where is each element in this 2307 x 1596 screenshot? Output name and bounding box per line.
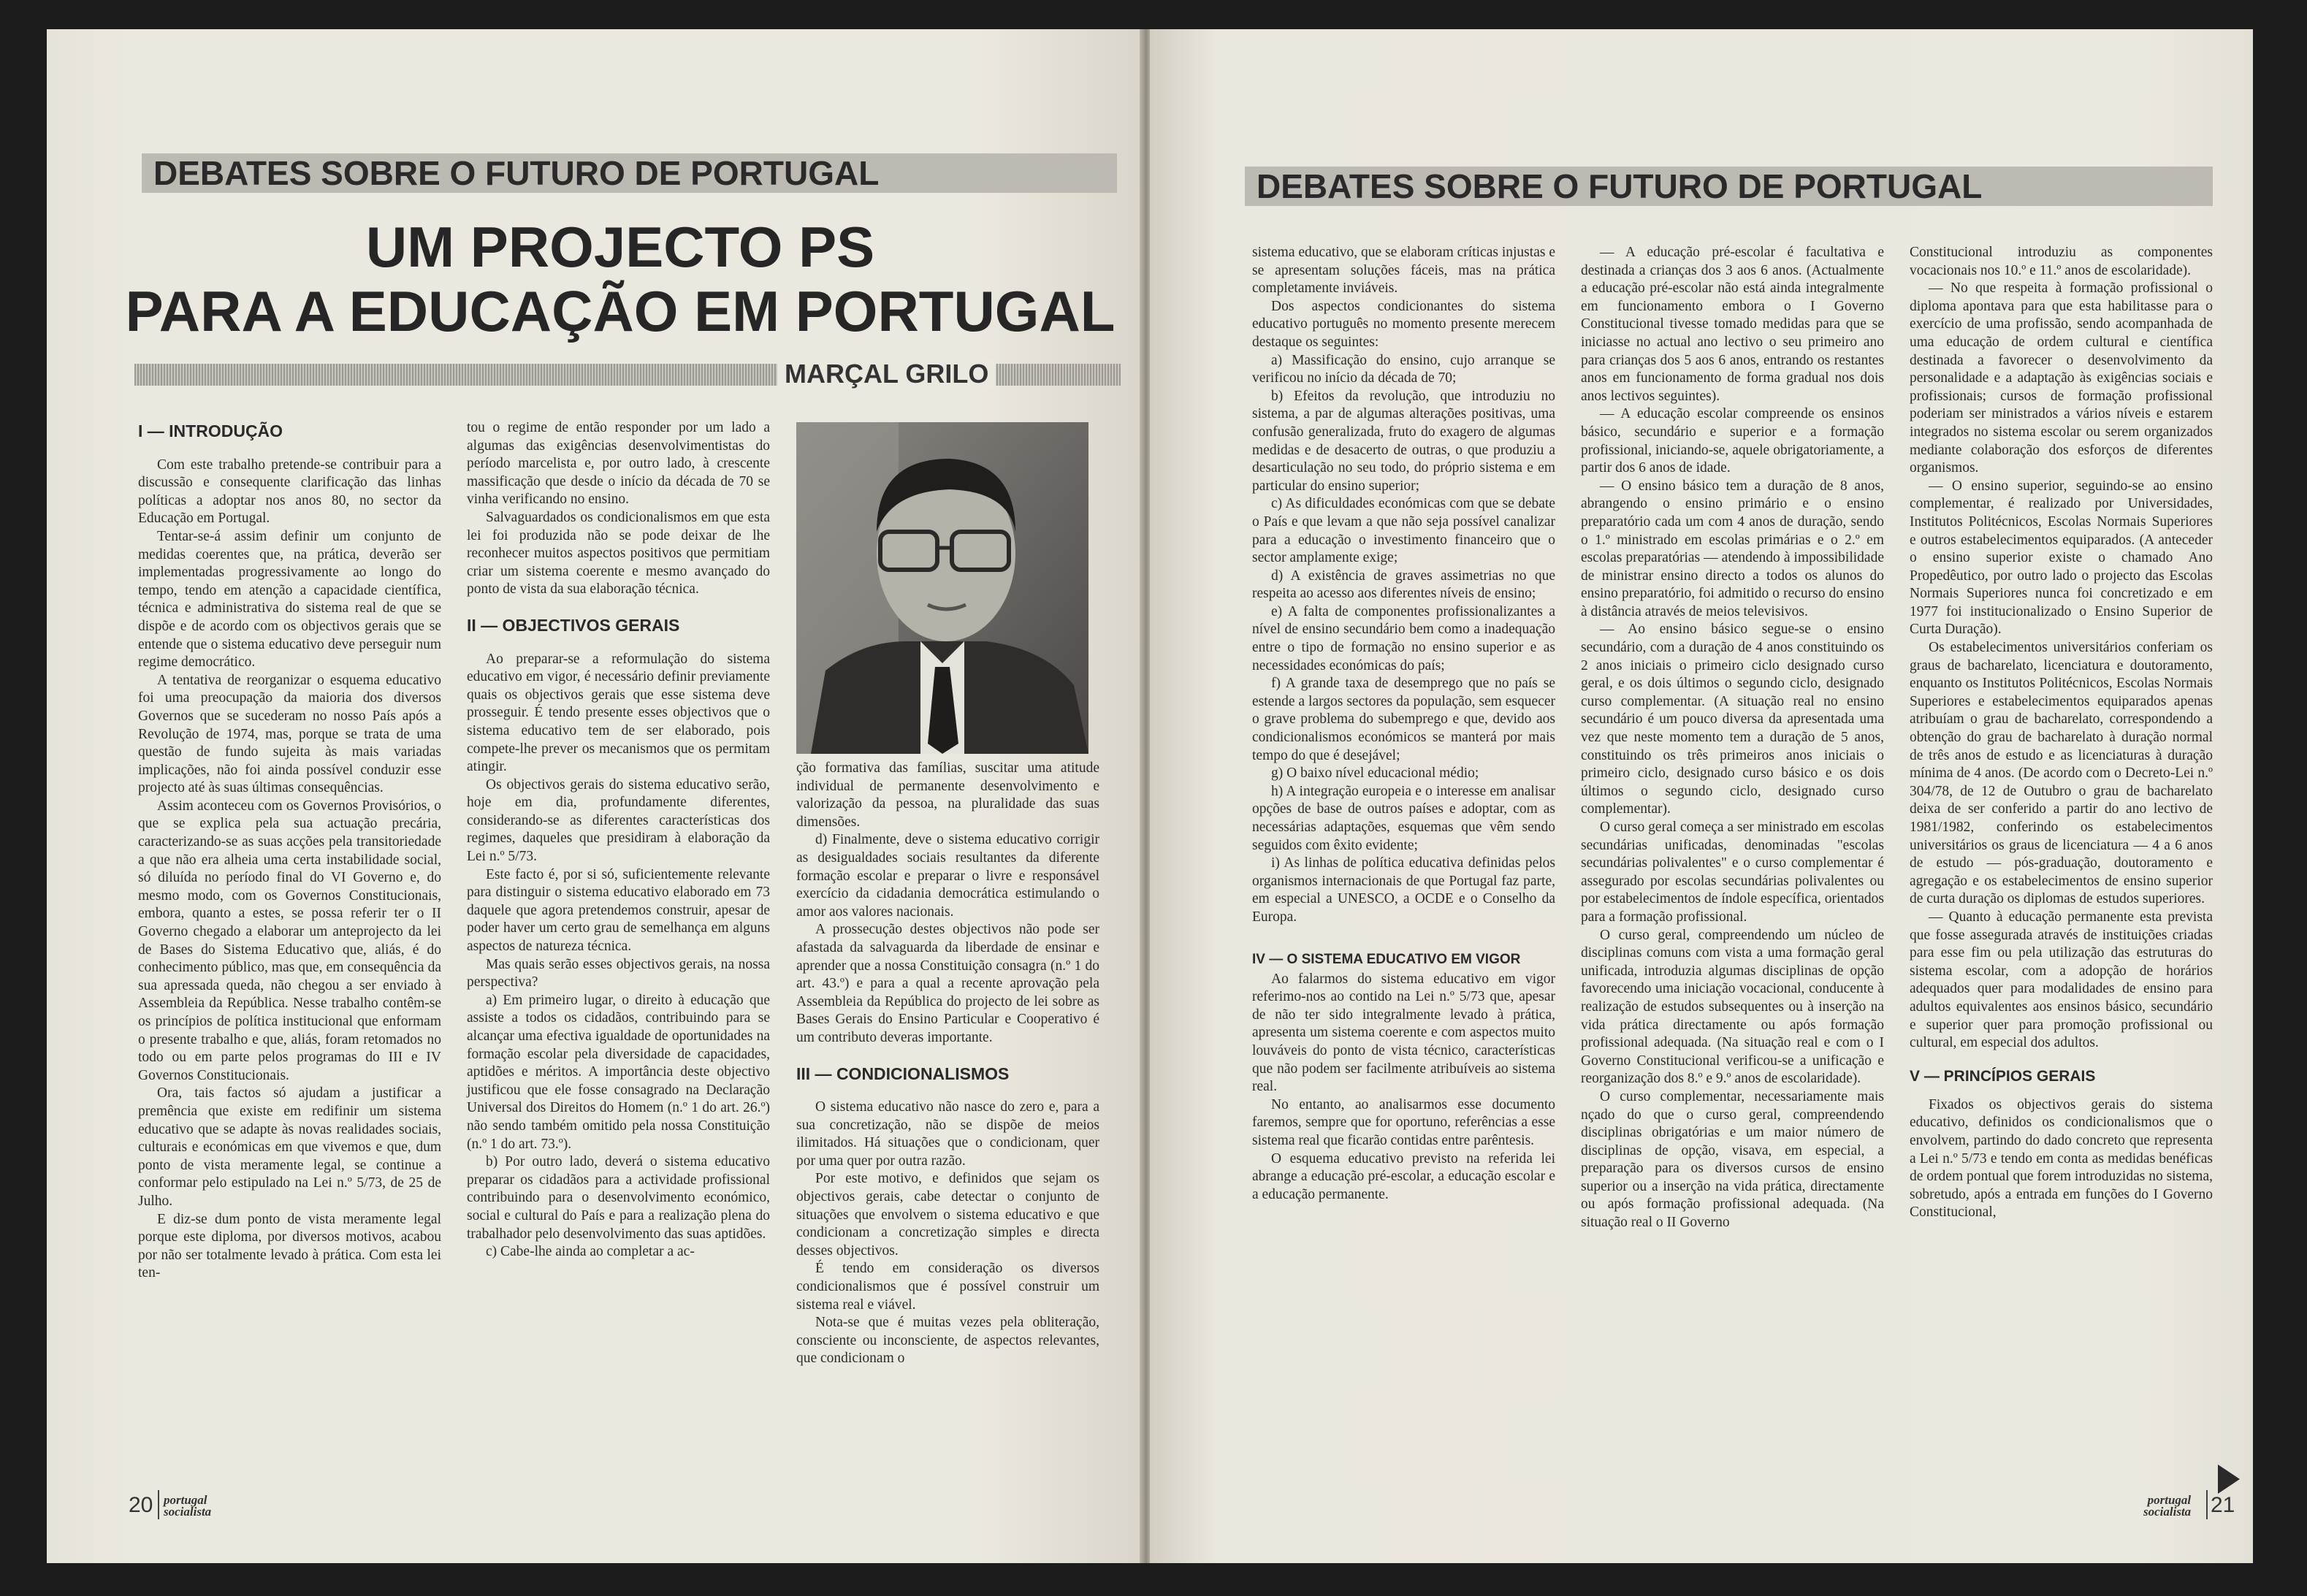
section-banner-right: DEBATES SOBRE O FUTURO DE PORTUGAL <box>1245 167 2213 206</box>
paragraph: sistema educativo, que se elaboram críticas injustas e se apresentam soluções fáceis, mas na prática completamente inviáveis. <box>1252 245 1555 297</box>
paragraph: Nota-se que é muitas vezes pela obliteração, consciente ou inconsciente, de aspectos relevantes, que condicionam o <box>796 1315 1099 1367</box>
masthead-logo-right <box>2143 1494 2191 1518</box>
paragraph: A tentativa de reorganizar o esquema educativo foi uma preocupação da maioria dos diversos Governos que se sucederam no nosso País após a Revolução de 1974, mas, porque se trata de uma questão de fundo sujeita às mais variadas implicações, não foi ainda possível conduzir esse projecto até às suas últimas consequências. <box>138 672 441 796</box>
masthead-line: socialista <box>2143 1505 2192 1519</box>
paragraph: Dos aspectos condicionantes do sistema educativo português no momento presente merecem destaque os seguintes: <box>1252 298 1555 350</box>
page-number-left: 20 <box>129 1493 153 1517</box>
paragraph: O curso geral, compreendendo um núcleo de disciplinas comuns com vista a uma formação geral unificada, introduzia algumas disciplinas de opção favorecendo uma iniciação vocacional, conducente à realização de estudos subsequentes ou à inserção na vida prática directamente ou após formação profissional adequada. (Na situação real e com o I Governo Constitucional verificou-se a unificação e reorganização dos 8.º e 9.º anos de escolaridade). <box>1581 927 1884 1087</box>
paragraph: b) Por outro lado, deverá o sistema educativo preparar os cidadãos para a actividade profissional contribuindo para o desenvolvimento económico, social e cultural do País e para a realização plena do trabalhador pelo desenvolvimento das suas aptidões. <box>467 1154 770 1242</box>
paragraph: Tentar-se-á assim definir um conjunto de medidas coerentes que, na prática, deverão ser implementadas progressivamente ao longo do tempo, tendo em atenção a capacidade científica, técnica e administrativa do sistema real de que se dispõe e de acordo com os objectivos gerais que se entende que o sistema educativo deve perseguir num regime democrático. <box>138 528 441 671</box>
paragraph: d) A existência de graves assimetrias no que respeita ao acesso aos diferentes níveis de ensino; <box>1252 568 1555 602</box>
continued-arrow-icon <box>2218 1465 2240 1494</box>
heading-sistema-em-vigor: IV — O SISTEMA EDUCATIVO EM VIGOR <box>1252 951 1521 967</box>
paragraph: Ora, tais factos só ajudam a justificar a premência que existe em redifinir um sistema educativo que se adapte às novas realidades sociais, culturais e económicas em que vivemos e que, dum ponto de vista meramente legal, se continue a conformar pelo estipulado na Lei n.º 5/73, de 25 de Julho. <box>138 1085 441 1209</box>
paragraph: Assim aconteceu com os Governos Provisórios, o que se explica pela sua actuação precária, caracterizando-se as suas acções pela transitoriedade a que não era alheia uma certa instabilidade social, só diluída no período final do VI Governo e, do mesmo modo, com os Governos Constitucionais, embora, quanto a estes, se possa referir ter o II Governo chegado a elaborar um anteprojecto da lei de Bases do Sistema Educativo que, aliás, é do conhecimento público, mas que, em consequência da sua apressada queda, não chegou a ser enviado à Assembleia da República. Nesse trabalho contêm-se os princípios de política institucional que enformam o presente trabalho e que, aliás, foram retomados no todo ou em parte pelos programas do III e IV Governos Constitucionais. <box>138 798 441 1083</box>
paragraph: Os estabelecimentos universitários conferiam os graus de bacharelato, licenciatura e doutoramento, enquanto os Institutos Politécnicos, Escolas Normais Superiores e estabelecimentos equiparados apenas atribuíam o grau de bacharelato, correspondendo a obtenção do grau de bacharelato à duração normal de três anos de estudo e as licenciaturas à duração mínima de 4 anos. (De acordo com o Decreto-Lei n.º 304/78, de 12 de Outubro o grau de bacharelato deixa de ser conferido a partir do ano lectivo de 1981/1982, conferindo os estabelecimentos universitários os graus de licenciatura — 4 a 6 anos de estudo — pós-graduação, doutoramento e agregação e os estabelecimentos de ensino superior de curta duração os diplomas de estudos superiores. <box>1910 640 2213 907</box>
paragraph: Salvaguardados os condicionalismos em que esta lei foi produzida não se pode deixar de lhe reconhecer muitos aspectos positivos que permitiam criar um sistema coerente e mesmo avançado do ponto de vista da sua elaboração técnica. <box>467 509 770 597</box>
column-6 <box>1910 244 2213 1222</box>
masthead-logo-left <box>164 1494 211 1518</box>
paragraph: O curso complementar, necessariamente mais nçado do que o curso geral, compreendendo disciplinas obrigatórias e um maior número de disciplinas de opção, visava, em especial, a preparação para os diversos cursos de ensino superior ou a inserção na vida prática, directamente ou após formação profissional adequada. (Na situação real o II Governo <box>1581 1088 1884 1231</box>
page-number-right: 21 <box>2211 1493 2235 1517</box>
paragraph: É tendo em consideração os diversos condicionalismos que é possível construir um sistema real e viável. <box>796 1261 1099 1313</box>
paragraph: A prossecução destes objectivos não pode ser afastada da salvaguarda da liberdade de ensinar e aprender que a nossa Constituição consagra (n.º 1 do art. 43.º) e para a qual a recente aprovação pela Assembleia da República do projecto de lei sobre as Bases Gerais do Ensino Particular e Cooperativo é um contributo deveras importante. <box>796 922 1099 1045</box>
folio-divider-right <box>2206 1490 2208 1519</box>
right-page <box>1150 29 2253 1563</box>
paragraph: e) A falta de componentes profissionalizantes a nível de ensino secundário bem como a inadequação entre o tipo de formação no ensino superior e as necessidades económicas do país; <box>1252 603 1555 673</box>
paragraph: — O ensino básico tem a duração de 8 anos, abrangendo o ensino primário e o ensino preparatório cada um com 4 anos de duração, sendo o 1.º ministrado em escolas primárias e o 2.º em escolas preparatórias — atendendo à impossibilidade de ministrar ensino directo a todos os alunos do ensino preparatório, foi admitido o recurso do ensino à distância através de meios televisivos. <box>1581 478 1884 619</box>
paragraph: c) As dificuldades económicas com que se debate o País e que levam a que não seja possível canalizar para a educação o investimento financeiro que o sector amplamente exige; <box>1252 496 1555 566</box>
paragraph: Fixados os objectivos gerais do sistema educativo, definidos os condicionalismos que o envolvem, partindo do dado concreto que representa a Lei n.º 5/73 e tendo em conta as medidas benéficas de ordem pontual que forem introduzidas no sistema, sobretudo, após a entrada em funções do I Governo Constitucional, <box>1910 1096 2213 1221</box>
paragraph: ção formativa das famílias, suscitar uma atitude individual de permanente desenvolvimento e valorização da pessoa, na pluralidade das suas dimensões. <box>796 760 1099 830</box>
paragraph: Ao falarmos do sistema educativo em vigor referimo-nos ao contido na Lei n.º 5/73 que, apesar de não ter sido integralmente levado à prática, apresenta um sistema coerente e com aspectos muito louváveis do ponto de vista técnico, características que não podem ser facilmente atribuíveis ao sistema real. <box>1252 971 1555 1095</box>
paragraph: O esquema educativo previsto na referida lei abrange a educação pré-escolar, a educação escolar e a educação permanente. <box>1252 1150 1555 1202</box>
paragraph: — A educação escolar compreende os ensinos básico, secundário e superior e a formação profissional, iniciando-se, aquele obrigatoriamente, a partir dos 6 anos de idade. <box>1581 406 1884 476</box>
article-title-line-1: UM PROJECTO PS <box>365 215 875 279</box>
paragraph: Ao preparar-se a reformulação do sistema educativo em vigor, é necessário definir previamente quais os objectivos gerais que esse sistema deve prosseguir. É tendo presente esses objectivos que o sistema educativo tem de ser elaborado, pois compete-lhe prever os mecanismos que os permitam atingir. <box>467 651 770 775</box>
paragraph: d) Finalmente, deve o sistema educativo corrigir as desigualdades sociais resultantes da diferente formação escolar e preparar o livre e responsável exercício da cidadania democrática estimulando o amor aos valores nacionais. <box>796 832 1099 920</box>
paragraph: c) Cabe-lhe ainda ao completar a ac- <box>486 1244 695 1260</box>
portrait-image <box>796 422 1088 754</box>
paragraph: Os objectivos gerais do sistema educativo serão, hoje em dia, profundamente diferentes, considerando-se as diferentes características dos regimes, daqueles que presidiram à elaboração da Lei n.º 5/73. <box>467 776 770 865</box>
column-2 <box>467 419 770 1261</box>
paragraph: h) A integração europeia e o interesse em analisar opções de base de outros países e adoptar, com as necessárias adaptações, esquemas que vêm sendo seguidos com êxito evidente; <box>1252 783 1555 853</box>
paragraph: Constitucional introduziu as componentes vocacionais nos 10.º e 11.º anos de escolaridade). <box>1910 245 2213 278</box>
column-1 <box>138 418 441 1283</box>
column-5 <box>1581 244 1884 1232</box>
magazine-spread <box>47 29 2253 1563</box>
section-banner-left: DEBATES SOBRE O FUTURO DE PORTUGAL <box>142 153 1117 193</box>
paragraph: g) O baixo nível educacional médio; <box>1271 765 1479 782</box>
folio-divider-left <box>158 1490 159 1519</box>
paragraph: — O ensino superior, seguindo-se ao ensino complementar, é realizado por Universidades, Institutos Politécnicos, Escolas Normais Superiores e outros estabelecimentos equiparados. (A anteceder o ensino superior existe o chamado Ano Propedêutico, por outro lado o projecto das Escolas Normais Superiores nunca foi concretizado e em 1977 foi institucionalizado o Ensino Superior de Curta Duração). <box>1910 478 2213 638</box>
paragraph: — No que respeita à formação profissional o diploma apontava para que esta habilitasse para o exercício de uma profissão, sendo acompanhada de uma educação de ordem cultural e científica destinada a favorecer o desenvolvimento da personalidade e a adaptação às exigências sociais e profissionais; cursos de formação profissional poderiam ser ministrados a vários níveis e estarem integrados no sistema escolar ou serem organizados mediante colaboração dos esforços de diferentes organismos. <box>1910 280 2213 476</box>
paragraph: a) Em primeiro lugar, o direito à educação que assiste a todos os cidadãos, contribuindo para se alcançar uma efectiva igualdade de oportunidades na formação escolar pela diversidade de capacidades, aptidões e méritos. A importância deste objectivo justificou que ele fosse consagrado na Declaração Universal dos Direitos do Homem (n.º 1 do art. 26.º) não sendo também omitido pela nossa Constituição (n.º 1 do art. 73.º). <box>467 992 770 1152</box>
column-3 <box>796 760 1099 1368</box>
paragraph: O sistema educativo não nasce do zero e, para a sua concretização, não se dispõe de meios ilimitados. Há situações que o condicionam, quer por uma quer por outra razão. <box>796 1099 1099 1169</box>
paragraph: f) A grande taxa de desemprego que no país se estende a largos sectores da população, sem esquecer o grave problema do subemprego e que, devido aos condicionalismos económicos se manterá por mais tempo do que é desejável; <box>1252 676 1555 763</box>
article-title-line-2: PARA A EDUCAÇÃO EM PORTUGAL <box>125 279 1116 343</box>
paragraph: b) Efeitos da revolução, que introduziu no sistema, a par de algumas alterações positivas, uma confusão generalizada, fruto do exagero de algumas medidas e de desacerto de outras, o que produziu a desarticulação no seu todo, do próprio sistema e em particular do ensino superior; <box>1252 388 1555 494</box>
masthead-line: portugal <box>164 1493 207 1507</box>
author-byline: MARÇAL GRILO <box>777 359 996 389</box>
masthead-line: socialista <box>164 1505 212 1519</box>
paragraph: Por este motivo, e definidos que sejam os objectivos gerais, cabe detectar o conjunto de situações que envolvem o sistema educativo e que condicionam a concretização simples e directa desses objectivos. <box>796 1171 1099 1259</box>
paragraph: tou o regime de então responder por um lado a algumas das exigências desenvolvimentistas do período marcelista e, por outro lado, à crescente massificação que desde o início da década de 70 se vinha verificando no ensino. <box>467 420 770 508</box>
paragraph: Com este trabalho pretende-se contribuir para a discussão e consequente clarificação das linhas políticas a adoptar nos anos 80, no sector da Educação em Portugal. <box>138 457 441 527</box>
paragraph: — Quanto à educação permanente esta prevista que fosse assegurada através de instituições criadas para esse fim ou pela utilização das estruturas do sistema escolar, com a adopção de horários adequados quer para modalidades de ensino para adultos equivalentes aos ensinos básico, secundário e superior quer para promoção profissional ou cultural, em especial dos adultos. <box>1910 909 2213 1051</box>
heading-principios-gerais: V — PRINCÍPIOS GERAIS <box>1910 1067 2096 1085</box>
paragraph: No entanto, ao analisarmos esse documento faremos, sempre que for oportuno, referências a esse sistema real que ficarão contidas entre parêntesis. <box>1252 1096 1555 1148</box>
heading-objectivos-gerais: II — OBJECTIVOS GERAIS <box>467 615 680 635</box>
paragraph: Este facto é, por si só, suficientemente relevante para distinguir o sistema educativo elaborado em 73 daquele que agora pretendemos construir, apesar de poder haver um certo grau de semelhança em alguns aspectos de natureza técnica. <box>467 866 770 955</box>
heading-introducao: I — INTRODUÇÃO <box>138 421 283 440</box>
masthead-line: portugal <box>2147 1493 2192 1507</box>
column-4 <box>1252 244 1555 1204</box>
left-page <box>47 29 1143 1563</box>
paragraph: Mas quais serão esses objectivos gerais, na nossa perspectiva? <box>467 956 770 990</box>
paragraph: O curso geral começa a ser ministrado em escolas secundárias unificadas, denominadas "escolas secundárias polivalentes" e o curso complementar é assegurado por escolas secundárias polivalentes ou por estabelecimentos de índole específica, orientados para a formação profissional. <box>1581 820 1884 925</box>
paragraph: — Ao ensino básico segue-se o ensino secundário, com a duração de 4 anos constituindo os 2 anos iniciais o primeiro ciclo designado curso geral, e os dois últimos o segundo ciclo, designado curso complementar. (A situação real no ensino secundário é um pouco diversa da apresentada uma vez que neste momento tem a duração de 5 anos, constituindo os três primeiros anos iniciais o primeiro ciclo, designado curso básico e os dois últimos o segundo ciclo, designado curso complementar). <box>1581 622 1884 817</box>
heading-condicionalismos: III — CONDICIONALISMOS <box>796 1064 1010 1083</box>
paragraph: a) Massificação do ensino, cujo arranque se verificou no início da década de 70; <box>1252 352 1555 386</box>
paragraph: E diz-se dum ponto de vista meramente legal porque este diploma, por diversos motivos, acabou por não ser totalmente levado à prática. Com esta lei ten- <box>138 1211 441 1281</box>
paragraph: i) As linhas de política educativa definidas pelos organismos internacionais de que Portugal faz parte, em especial a UNESCO, a OCDE e o Conselho da Europa. <box>1252 855 1555 925</box>
author-portrait-photo <box>796 422 1088 754</box>
paragraph: — A educação pré-escolar é facultativa e destinada a crianças dos 3 aos 6 anos. (Actualmente a educação pré-escolar não está ainda integralmente em funcionamento embora o I Governo Constitucional tivesse tomado medidas para que se iniciasse no actual ano lectivo o seu primeiro ano para crianças dos 5 aos 6 anos, entrando os restantes anos em funcionamento de forma gradual nos dois anos lectivos seguintes). <box>1581 245 1884 404</box>
